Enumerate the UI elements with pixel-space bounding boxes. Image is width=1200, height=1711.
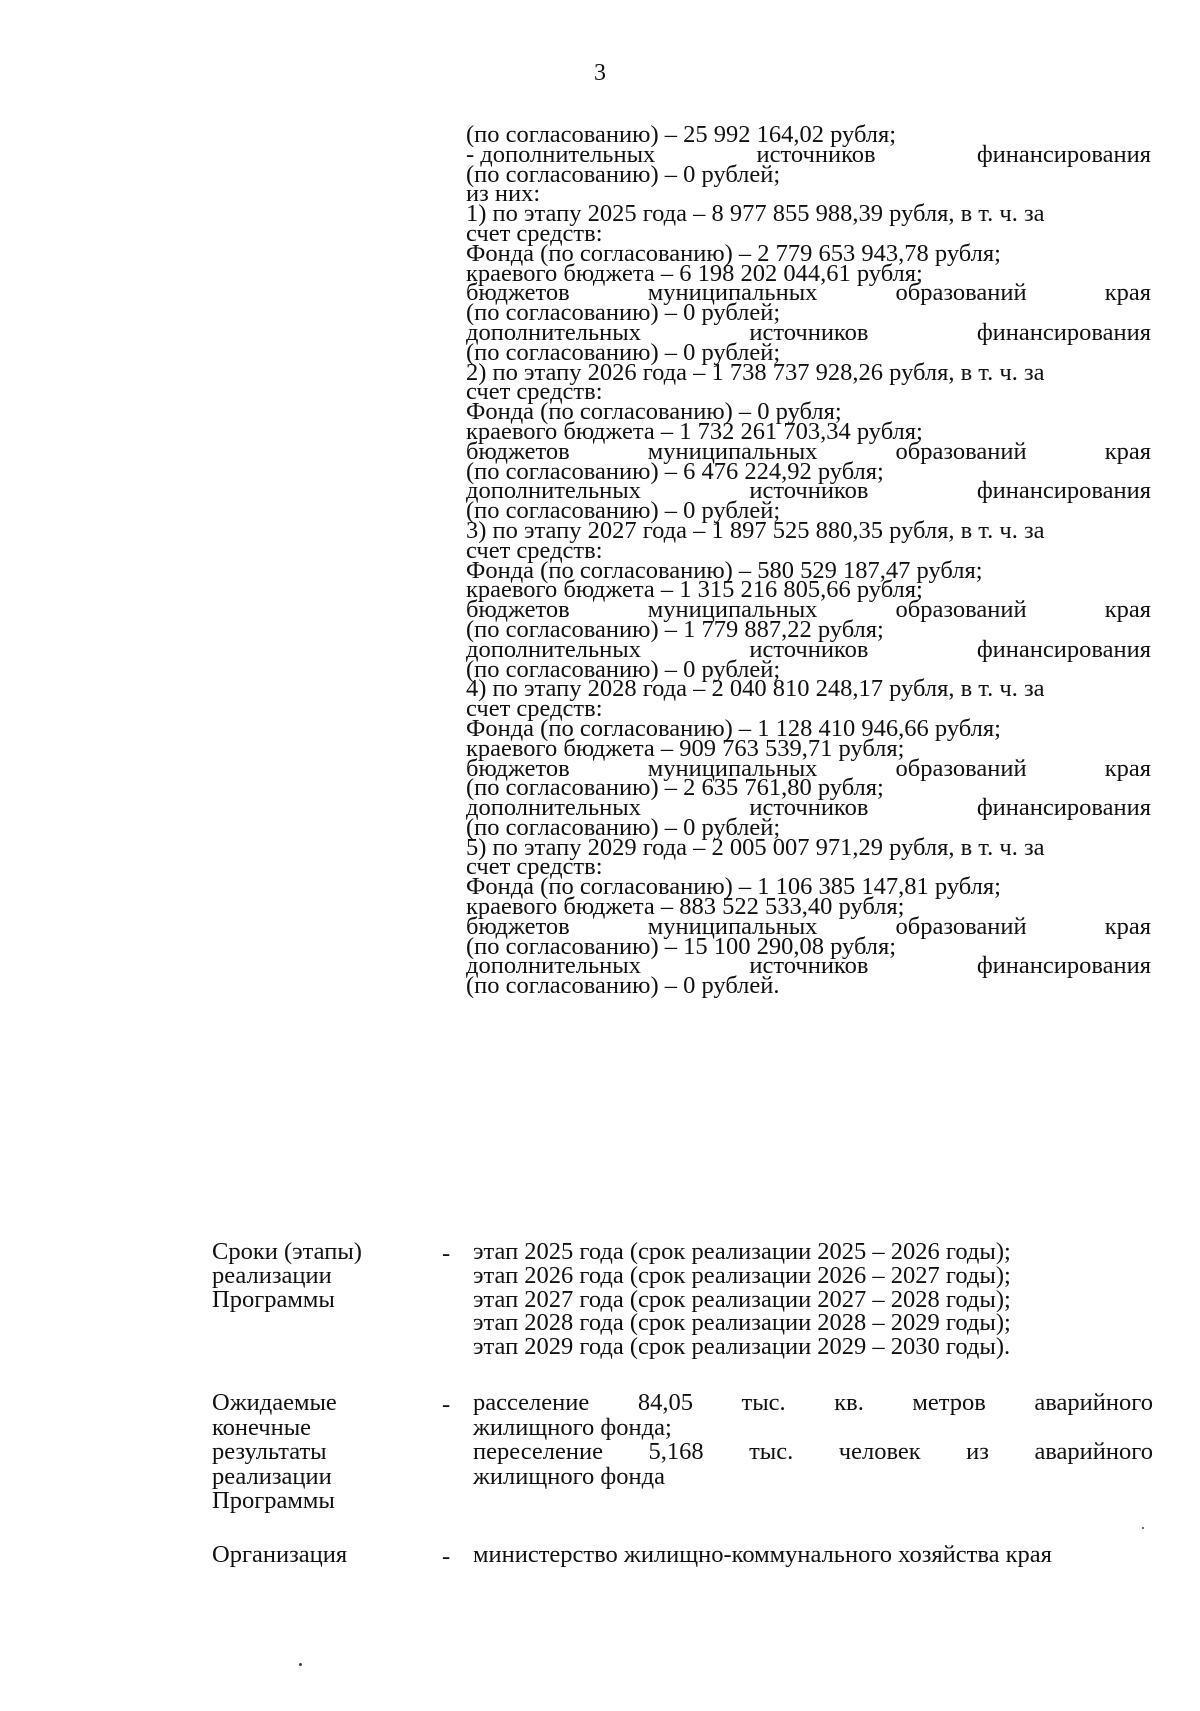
word: 84,05 [637,1389,693,1416]
word: бюджетов [466,596,570,624]
text-line: краевого бюджета – 6 198 202 044,61 рубля; [466,259,923,287]
text-line: из них: [466,180,541,208]
text-line: жилищного фонда [473,1462,665,1490]
word: бюджетов [466,437,570,465]
row-dash: - [442,1543,451,1570]
text-line: краевого бюджета – 1 732 261 703,34 рубля; [466,417,923,445]
word: бюджетов [466,279,570,307]
word: метров [912,1389,986,1416]
text-line: (по согласованию) – 6 476 224,92 рубля; [466,457,884,485]
text-line: счет средств: [466,219,603,247]
word: источников [749,477,869,505]
scan-speck [299,1663,302,1666]
text-line: (по согласованию) – 0 рублей; [466,299,781,327]
word: дополнительных [466,794,642,822]
word: края [1104,912,1151,940]
word: источников [749,635,869,663]
text-line: (по согласованию) – 0 рублей; [466,655,781,683]
text-line: жилищного фонда; [473,1413,672,1441]
text-line: 3) по этапу 2027 года – 1 897 525 880,35 рубля, в т. ч. за [466,516,1045,544]
justified-text-line [473,1391,1153,1416]
page-number: 3 [594,60,606,86]
label-line: Сроки (этапы) [212,1238,362,1265]
text-line: этап 2025 года (срок реализации 2025 – 2026 годы); [473,1238,1011,1265]
word: образований [895,912,1027,940]
word: дополнительных [466,952,642,980]
text-line: Фонда (по согласованию) – 1 106 385 147,81 рубля; [466,873,1001,901]
label-line: конечные [212,1413,312,1441]
word: муниципальных [647,279,818,307]
word: человек [838,1438,921,1465]
word: финансирования [976,794,1151,822]
text-line: краевого бюджета – 909 763 539,71 рубля; [466,734,905,762]
text-line: Фонда (по согласованию) – 0 рубля; [466,398,842,426]
word: 5,168 [648,1438,704,1465]
text-line: счет средств: [466,695,603,723]
word: тыс. [741,1389,786,1416]
text-line: краевого бюджета – 883 522 533,40 рубля; [466,893,905,921]
word: расселение [473,1389,590,1416]
text-line: этап 2027 года (срок реализации 2027 – 2028 годы); [473,1285,1011,1313]
word: финансирования [976,140,1151,168]
word: края [1104,279,1151,307]
word: источников [749,794,869,822]
word: - дополнительных [466,140,656,168]
text-line: (по согласованию) – 0 рублей; [466,497,781,525]
word: образований [895,437,1027,465]
word: финансирования [976,477,1151,505]
word: источников [749,318,869,346]
text-line: счет средств: [466,853,603,881]
text-line: министерство жилищно-коммунального хозяйства края [473,1541,1052,1568]
text-line: (по согласованию) – 0 рублей; [466,338,781,366]
text-line: счет средств: [466,536,603,564]
text-line: этап 2029 года (срок реализации 2029 – 2030 годы). [473,1333,1011,1361]
word: муниципальных [647,437,818,465]
label-line: Программы [212,1487,335,1514]
text-line: (по согласованию) – 0 рублей. [466,972,780,1000]
word: финансирования [976,635,1151,663]
text-line: 2) по этапу 2026 года – 1 738 737 928,26 рубля, в т. ч. за [466,358,1045,386]
text-line: Фонда (по согласованию) – 1 128 410 946,66 рубля; [466,714,1001,742]
word: бюджетов [466,912,570,940]
row-dash: - [442,1391,451,1418]
row-dash: - [442,1240,451,1267]
word: кв. [834,1389,864,1416]
word: образований [895,279,1027,307]
word: края [1104,596,1151,624]
label-line: Организация [212,1541,348,1568]
text-line: 4) по этапу 2028 года – 2 040 810 248,17 рубля, в т. ч. за [466,675,1045,703]
text-line: (по согласованию) – 1 779 887,22 рубля; [466,615,884,643]
row-label [212,1543,442,1567]
text-line: 5) по этапу 2029 года – 2 005 007 971,29 рубля, в т. ч. за [466,833,1045,861]
row-value [473,1240,1153,1359]
text-line: (по согласованию) – 0 рублей; [466,813,781,841]
word: финансирования [976,952,1151,980]
word: бюджетов [466,754,570,782]
word: муниципальных [647,596,818,624]
word: образований [895,596,1027,624]
word: дополнительных [466,635,642,663]
row-value [473,1543,1153,1567]
word: из [966,1438,989,1465]
word: образований [895,754,1027,782]
text-line: (по согласованию) – 25 992 164,02 рубля; [466,121,897,148]
word: аварийного [1034,1438,1153,1465]
word: дополнительных [466,477,642,505]
text-line: счет средств: [466,378,603,406]
label-line: Программы [212,1285,335,1313]
label-line: результаты [212,1438,327,1465]
word: муниципальных [647,754,818,782]
word: муниципальных [647,912,818,940]
word: края [1104,437,1151,465]
justified-text-line [473,1440,1153,1465]
word: края [1104,754,1151,782]
word: источников [756,140,876,168]
word: дополнительных [466,318,642,346]
word: переселение [473,1438,603,1465]
scan-speck [1142,1527,1144,1529]
text-line: Фонда (по согласованию) – 580 529 187,47 рубля; [466,556,983,584]
label-line: Ожидаемые [212,1389,337,1416]
text-line: этап 2028 года (срок реализации 2028 – 2029 годы); [473,1309,1011,1337]
row-value [473,1391,1153,1489]
text-line: Фонда (по согласованию) – 2 779 653 943,78 рубля; [466,239,1001,267]
text-line: (по согласованию) – 15 100 290,08 рубля; [466,932,897,960]
word: источников [749,952,869,980]
row-label [212,1391,442,1514]
text-line: этап 2026 года (срок реализации 2026 – 2027 годы); [473,1261,1011,1289]
row-label [212,1240,442,1311]
text-line: (по согласованию) – 2 635 761,80 рубля; [466,774,884,802]
word: тыс. [749,1438,794,1465]
word: финансирования [976,318,1151,346]
word: аварийного [1034,1389,1153,1416]
label-line: реализации [212,1261,332,1289]
text-line: краевого бюджета – 1 315 216 805,66 рубля; [466,576,923,604]
text-line: (по согласованию) – 0 рублей; [466,160,781,188]
text-line: 1) по этапу 2025 года – 8 977 855 988,39 рубля, в т. ч. за [466,200,1045,228]
label-line: реализации [212,1462,332,1490]
funding-breakdown [466,121,1151,1000]
